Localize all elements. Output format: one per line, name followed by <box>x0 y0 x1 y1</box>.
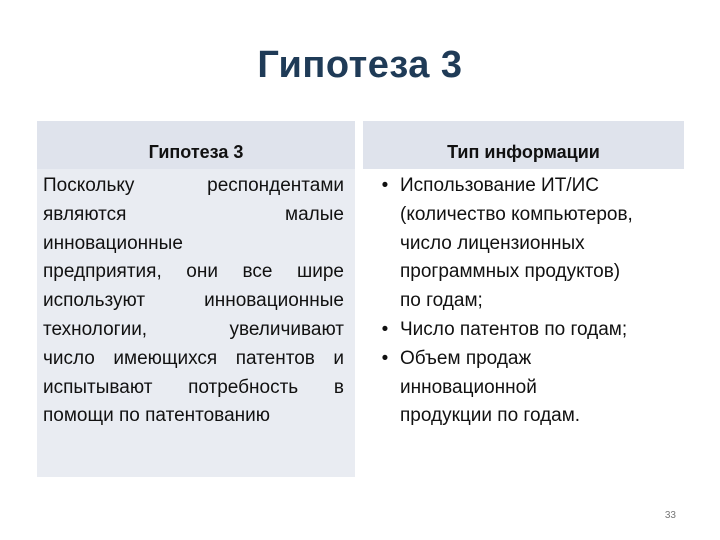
bullet-line: продукции по годам. <box>400 405 581 427</box>
word: являются <box>43 203 127 225</box>
word: инновационные <box>43 232 183 254</box>
hypothesis-line <box>43 316 344 345</box>
word: все <box>242 261 273 283</box>
slide-title: Гипотеза 3 <box>257 44 463 86</box>
bullet-icon: • <box>381 347 389 369</box>
bullet-line: инновационной <box>400 376 537 398</box>
word: они <box>186 261 218 283</box>
bullet-icon: • <box>381 175 389 196</box>
bullet-line: Объем продаж <box>400 347 532 369</box>
page-number: 33 <box>664 510 676 521</box>
info-type-list <box>378 172 678 431</box>
hypothesis-text <box>43 172 344 431</box>
word: увеличивают <box>229 318 344 340</box>
hypothesis-line <box>43 230 344 259</box>
hypothesis-line <box>43 172 344 201</box>
word: технологии, <box>43 318 148 340</box>
word: в <box>333 376 344 398</box>
word: малые <box>285 203 344 225</box>
bullet-line: число лицензионных <box>400 232 585 254</box>
bullet-item <box>378 172 678 316</box>
word: число <box>43 347 95 369</box>
word: испытывают <box>43 376 153 398</box>
word: используют <box>43 290 146 312</box>
hypothesis-line <box>43 345 344 374</box>
word: патентов <box>235 347 315 369</box>
hypothesis-line <box>43 402 344 431</box>
bullet-line: Число патентов по годам; <box>400 318 628 340</box>
bullet-line: Использование ИТ/ИС <box>400 175 599 196</box>
hypothesis-line <box>43 287 344 316</box>
word: респондентами <box>207 175 344 196</box>
bullet-item <box>378 345 678 431</box>
bullet-line: (количество компьютеров, <box>400 203 633 225</box>
bullet-icon: • <box>381 318 389 340</box>
word: Поскольку <box>43 175 135 196</box>
word: и <box>333 347 344 369</box>
hypothesis-header: Гипотеза 3 <box>148 142 244 162</box>
word: помощи по патентованию <box>43 405 270 427</box>
word: имеющихся <box>113 347 218 369</box>
hypothesis-line <box>43 201 344 230</box>
bullet-line: программных продуктов) <box>400 261 621 283</box>
word: инновационные <box>204 290 344 312</box>
word: потребность <box>188 376 299 398</box>
word: шире <box>296 261 344 283</box>
info-type-header: Тип информации <box>447 142 600 162</box>
hypothesis-line <box>43 258 344 287</box>
bullet-line: по годам; <box>400 290 483 312</box>
word: предприятия, <box>43 261 162 283</box>
bullet-item <box>378 316 678 345</box>
hypothesis-line <box>43 374 344 403</box>
